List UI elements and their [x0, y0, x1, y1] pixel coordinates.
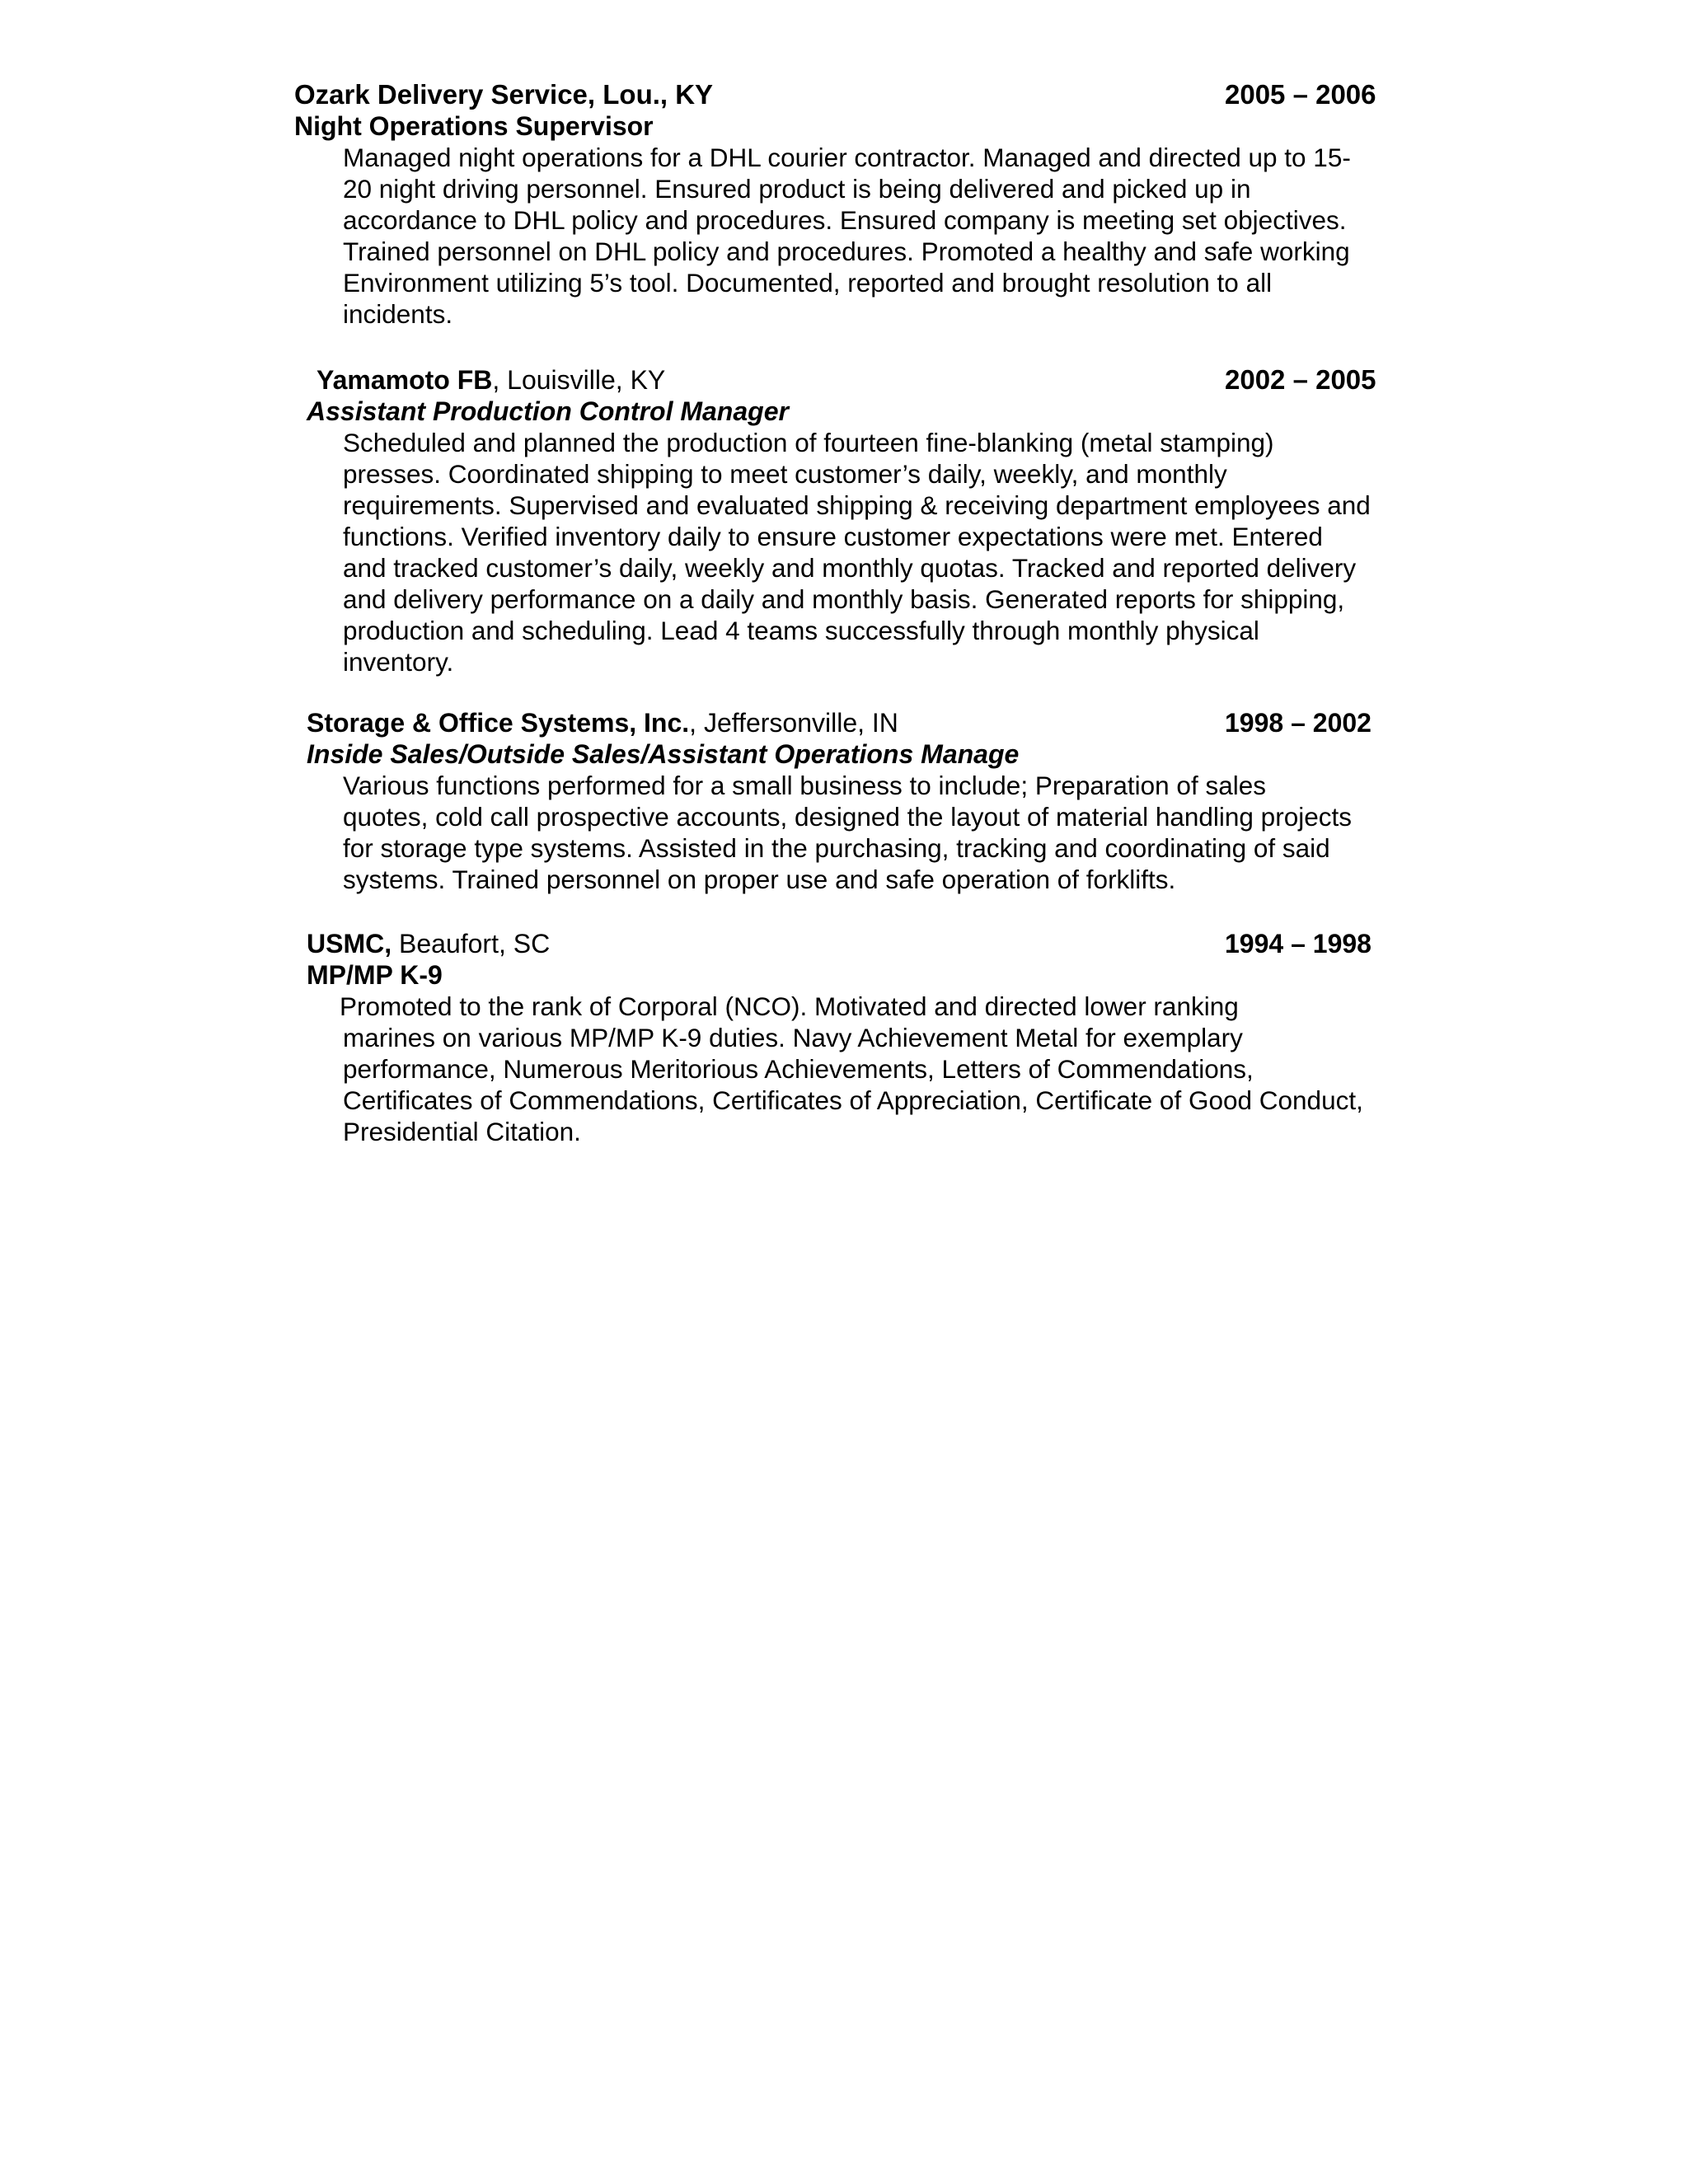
description-line: 20 night driving personnel. Ensured product is being delivered and picked up in: [343, 174, 1251, 204]
description-line: Scheduled and planned the production of fourteen fine-blanking (metal stamping): [343, 428, 1274, 457]
description-line: and delivery performance on a daily and monthly basis. Generated reports for shipping,: [343, 584, 1345, 614]
company-line: [307, 928, 550, 959]
company-name: Yamamoto FB: [316, 365, 493, 395]
employment-dates: 2005 – 2006: [1225, 79, 1376, 110]
description-line: for storage type systems. Assisted in the purchasing, tracking and coordinating of said: [343, 833, 1330, 863]
description-line: Trained personnel on DHL policy and procedures. Promoted a healthy and safe working: [343, 237, 1350, 266]
job-title: Assistant Production Control Manager: [307, 396, 789, 426]
description-line: Managed night operations for a DHL courier contractor. Managed and directed up to 15-: [343, 143, 1351, 172]
description-line: marines on various MP/MP K-9 duties. Navy Achievement Metal for exemplary: [343, 1023, 1243, 1052]
job-title: MP/MP K-9: [307, 960, 443, 990]
company-location: Beaufort, SC: [392, 929, 551, 958]
company-location: , Louisville, KY: [492, 365, 666, 395]
description-line: functions. Verified inventory daily to ensure customer expectations were met. Entered: [343, 522, 1323, 551]
description-line: Various functions performed for a small business to include; Preparation of sales: [343, 771, 1266, 800]
company-location: , Jeffersonville, IN: [689, 708, 898, 738]
employment-dates: 2002 – 2005: [1225, 364, 1376, 395]
description-line: Certificates of Commendations, Certificates of Appreciation, Certificate of Good Conduct,: [343, 1085, 1363, 1115]
description-line: accordance to DHL policy and procedures. Ensured company is meeting set objectives.: [343, 205, 1347, 235]
company-name: Storage & Office Systems, Inc.: [307, 708, 690, 738]
description-line: quotes, cold call prospective accounts, designed the layout of material handling projects: [343, 802, 1352, 832]
job-title: Inside Sales/Outside Sales/Assistant Operations Manage: [307, 739, 1020, 769]
description-line: production and scheduling. Lead 4 teams successfully through monthly physical: [343, 616, 1259, 645]
company-line: [316, 364, 665, 396]
description-line: Environment utilizing 5’s tool. Documented, reported and brought resolution to all: [343, 268, 1273, 298]
employment-dates: 1998 – 2002: [1225, 708, 1372, 738]
description-line: incidents.: [343, 299, 453, 329]
description-line: inventory.: [343, 647, 454, 677]
description-line: performance, Numerous Meritorious Achievements, Letters of Commendations,: [343, 1054, 1254, 1084]
description-line: requirements. Supervised and evaluated shipping & receiving department employees and: [343, 490, 1371, 520]
job-title: Night Operations Supervisor: [294, 111, 654, 141]
company-name: USMC,: [307, 929, 392, 958]
company-name: Ozark Delivery Service, Lou., KY: [294, 79, 714, 110]
description-line: and tracked customer’s daily, weekly and monthly quotas. Tracked and reported delivery: [343, 553, 1357, 583]
description-line: presses. Coordinated shipping to meet customer’s daily, weekly, and monthly: [343, 459, 1227, 489]
employment-dates: 1994 – 1998: [1225, 929, 1372, 958]
description-line: Presidential Citation.: [343, 1117, 581, 1146]
company-line: [307, 707, 898, 738]
description-line: Promoted to the rank of Corporal (NCO). Motivated and directed lower ranking: [340, 991, 1239, 1021]
description-line: systems. Trained personnel on proper use and safe operation of forklifts.: [343, 865, 1176, 894]
